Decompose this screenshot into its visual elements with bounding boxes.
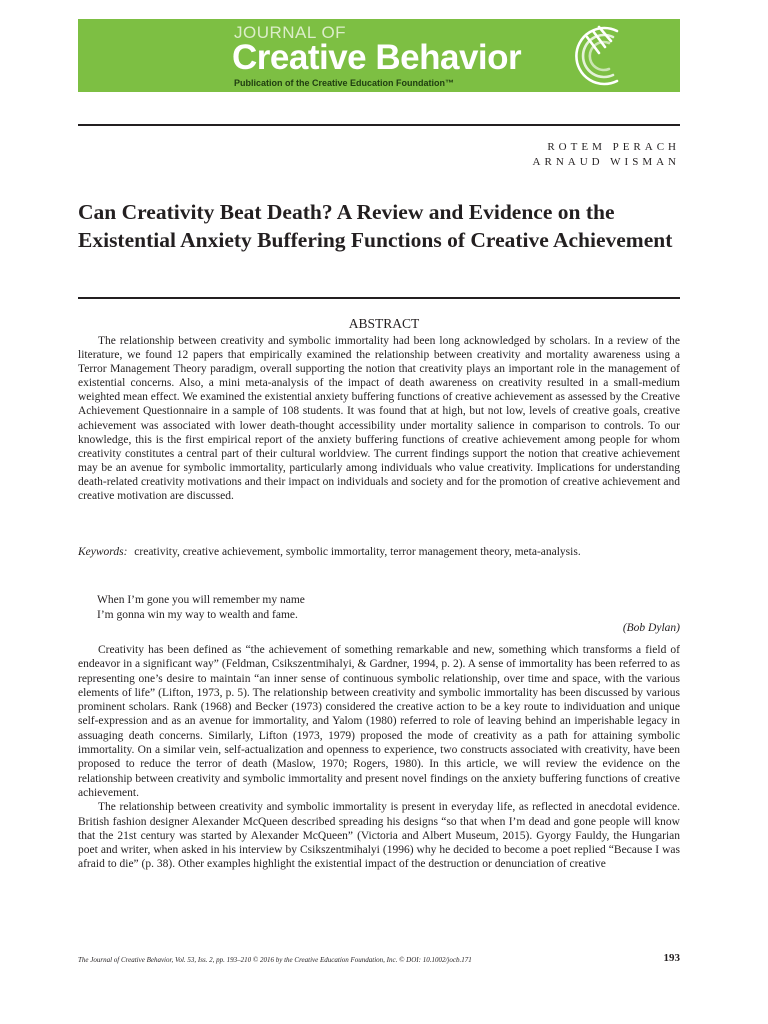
journal-banner (78, 19, 680, 92)
epigraph-line: When I’m gone you will remember my name (97, 594, 305, 606)
epigraph-source: (Bob Dylan) (622, 622, 680, 634)
article-title: Can Creativity Beat Death? A Review and Evidence on the Existential Anxiety Buffering Functions of Creative Achievement (78, 200, 673, 252)
keywords (78, 545, 680, 559)
author-name: ARNAUD WISMAN (532, 156, 680, 168)
author-list (533, 140, 680, 170)
body-paragraph: The relationship between creativity and symbolic immortality is present in everyday life, as reflected in anecdotal evidence. British fashion designer Alexander McQueen described spreading his designs “so that when I’m dead and gone people will know that the 21st century was started by Alexander McQueen” (Victoria and Albert Museum, 2015). Gyorgy Fauldy, the Hungarian poet and writer, when asked in his interview by Csikszentmihalyi (1996) why he decided to become a poet replied “Because I was afraid to die” (p. 38). Other examples highlight the existential impact of the destruction or denunciation of creative (78, 801, 680, 871)
abstract-text: The relationship between creativity and symbolic immortality had been long acknowledged by scholars. In a review of the literature, we found 12 papers that empirically examined the relationship between creativity and mortality awareness using a Terror Management Theory paradigm, overall supporting the notion that creativity plays an important role in the management of existential concerns. Also, a mini meta-analysis of the impact of death awareness on creativity resulted in a small-medium weighted mean effect. We examined the existential anxiety buffering functions of creative achievement as assessed by the Creative Achievement Questionnaire in a sample of 108 students. It was found that at high, but not low, levels of creative goals, creative achievement was associated with lower death-thought accessibility under mortality salience in comparison to controls. To our knowledge, this is the first empirical report of the anxiety buffering functions of creative achievement among people for whom creativity constitutes a central part of their cultural worldview. The current findings support the notion that creative achievement may be an avenue for symbolic immortality, particularly among individuals who value creativity. Implications for understanding death-related creativity motivations and their impact on individuals and society and for the promotion of creative achievement and creative motivation are discussed. (78, 335, 680, 503)
header-rule (78, 124, 680, 126)
keywords-label: Keywords: (78, 546, 128, 558)
epigraph (97, 593, 305, 622)
footer-citation (78, 956, 472, 964)
journal-name-line1: JOURNAL OF (234, 23, 347, 42)
epigraph-line: I’m gonna win my way to wealth and fame. (97, 608, 298, 621)
title-rule (78, 297, 680, 299)
journal-name-line2: Creative Behavior (232, 38, 522, 77)
abstract-heading: ABSTRACT (348, 316, 420, 331)
author-name: ROTEM PERACH (547, 141, 680, 153)
body-paragraph: Creativity has been defined as “the achievement of something remarkable and new, something which transforms a field of endeavor in a significant way” (Feldman, Csikszentmihalyi, & Gardner, 1994, p. 2). A sense of immortality has been referred to as representing one’s desire to maintain “an inner sense of continuous symbolic relationship, over time and space, with the various elements of life” (Lifton, 1973, p. 5). The relationship between creativity and symbolic immortality has been discussed by various prominent scholars. Rank (1968) and Becker (1973) considered the creative action to be a key route to individuation and unique self-expression and as an avenue for immortality, and Yalom (1980) referred to role of leaving behind an imperishable legacy in assuaging death concerns. Similarly, Lifton (1973, 1979) proposed the mode of creativity as a path for attaining symbolic immortality. On a similar vein, self-actualization and openness to experience, two constructs associated with creativity, have been proposed to reduce the terror of death (Maslow, 1970; Rogers, 1980). In this article, we will review the evidence on the relationship between creativity and symbolic immortality and present novel findings on the anxiety buffering functions of creative achievement. (78, 644, 680, 799)
journal-publisher: Publication of the Creative Education Foundation™ (234, 78, 455, 88)
page-number: 193 (663, 952, 680, 964)
body-text (78, 643, 680, 872)
footer-citation-text: The Journal of Creative Behavior, Vol. 53, Iss. 2, pp. 193–210 © 2016 by the Creative Education Foundation, Inc. © DOI: 10.1002/jocb.171 (78, 956, 472, 964)
keywords-list: creativity, creative achievement, symbolic immortality, terror management theory, meta-analysis. (134, 546, 581, 558)
journal-c-logo-icon (575, 23, 623, 89)
